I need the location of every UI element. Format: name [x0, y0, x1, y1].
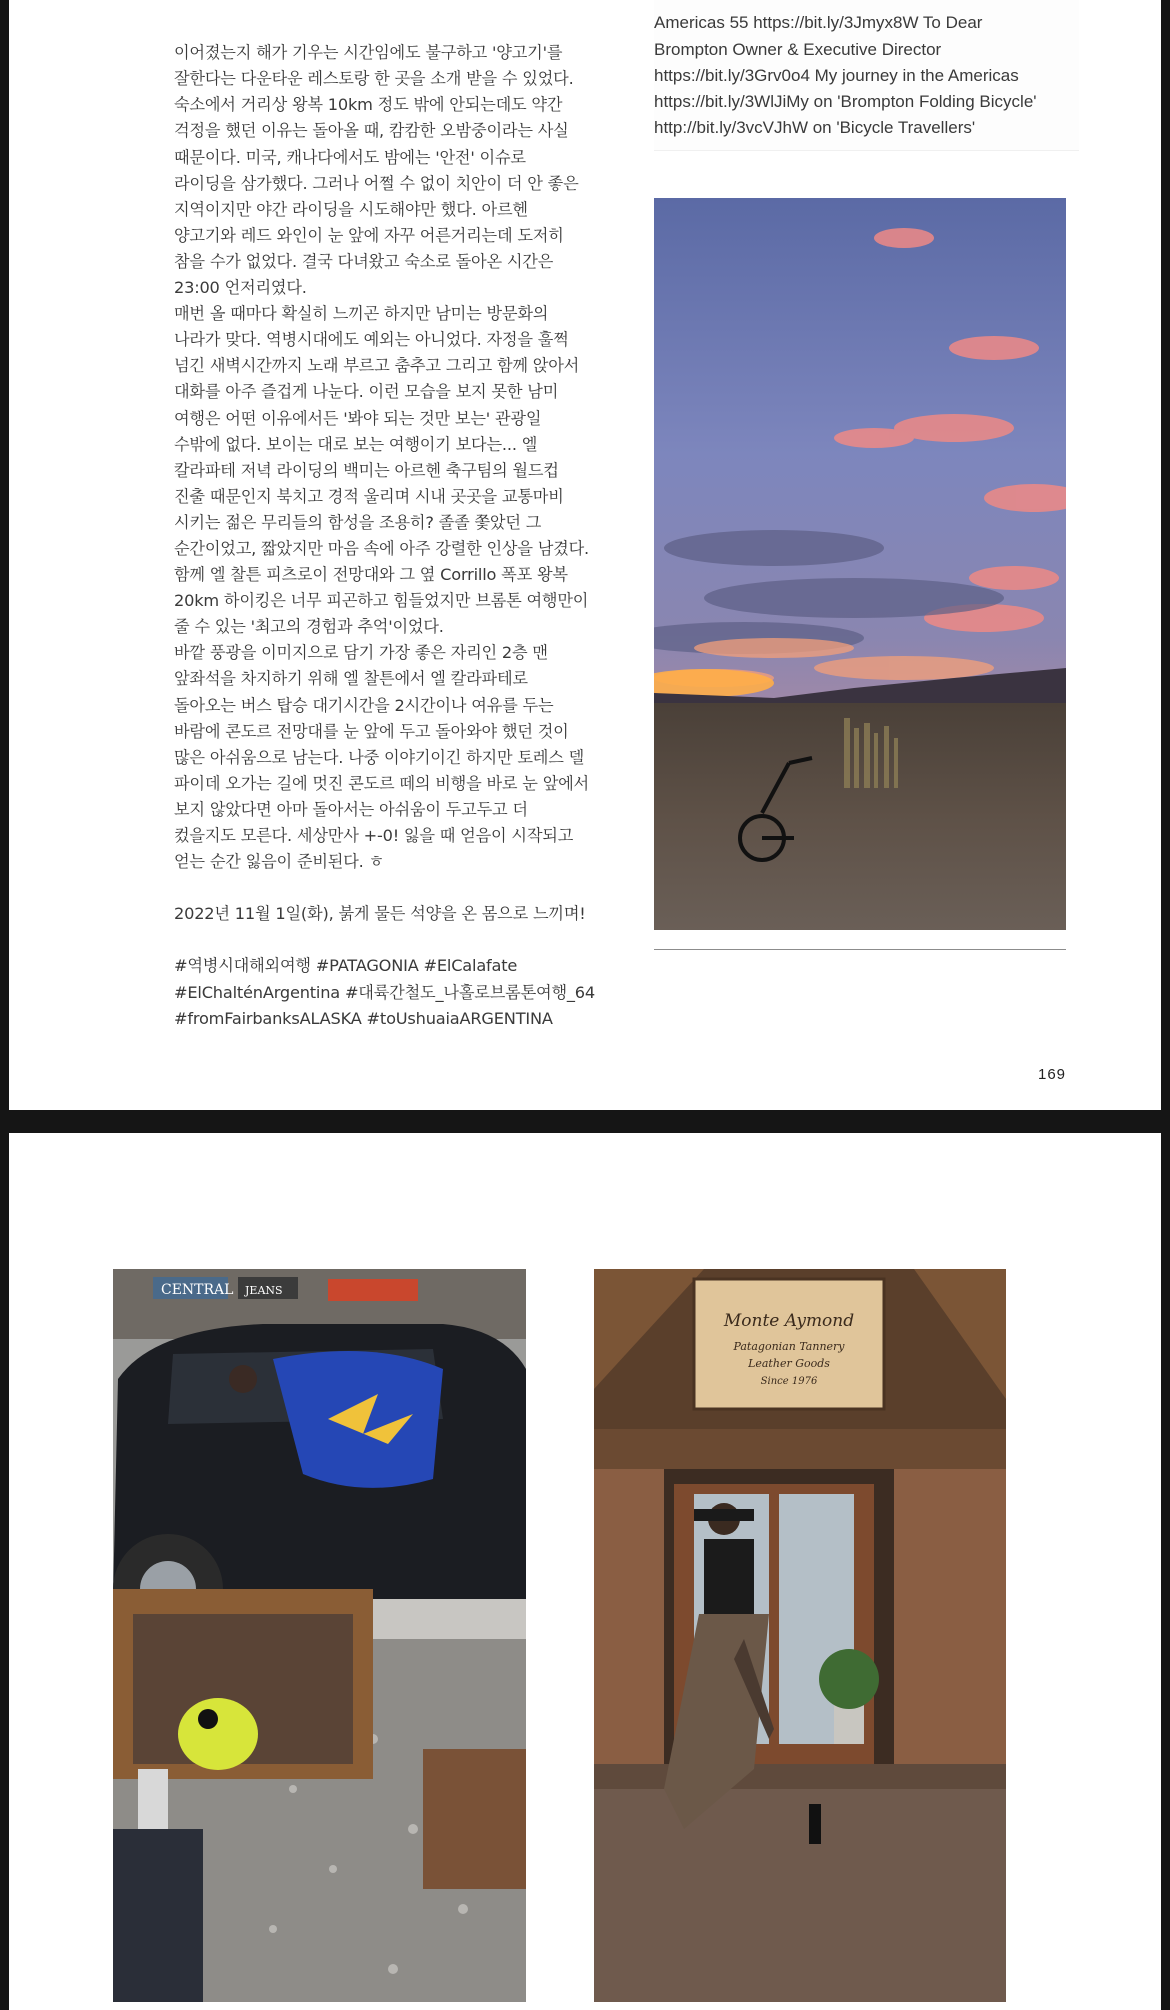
body-text-column — [174, 8, 604, 1032]
date-line: 2022년 11월 1일(화), 붉게 물든 석양을 온 몸으로 느끼며! — [174, 904, 586, 924]
sign-line-4: Since 1976 — [760, 1376, 818, 1387]
storefront-sign-jeans: JEANS — [245, 1284, 283, 1297]
flag-car-photo — [113, 1269, 526, 2002]
flag-car-photo-graphic — [113, 1269, 526, 2002]
hashtags: #역병시대해외여행 #PATAGONIA #ElCalafate #ElChalténArgentina #대륙간철도_나홀로브롬톤여행_64 #fromFairbanksALASKA #toUshuaiaARGENTINA — [174, 956, 595, 1028]
paragraph-3: 바깥 풍광을 이미지으로 담기 가장 좋은 자리인 2층 맨 앞좌석을 차지하기 위해 엘 찰튼에서 엘 칼라파테로 돌아오는 버스 탑승 대기시간을 2시간이나 여유를 두는 바람에 콘도르 전망대를 눈 앞에 두고 돌아와야 했던 것이 많은 아쉬움으로 남는다. 나중 이야기이긴 하지만 토레스 델 파이데 오가는 길에 멋진 콘도르 떼의 비행을 바로 눈 앞에서 보지 않았다면 아마 돌아서는 아쉬움이 두고두고 더 컸을지도 모른다. 세상만사 +-0! 잃을 때 얻음이 시작되고 얻는 순간 잃음이 준비된다. ㅎ — [174, 643, 589, 872]
paragraph-2: 매번 올 때마다 확실히 느끼곤 하지만 남미는 방문화의 나라가 맞다. 역병시대에도 예외는 아니었다. 자정을 훌쩍 넘긴 새벽시간까지 노래 부르고 춤추고 그리고 함께 앉아서 대화를 아주 즐겁게 나눈다. 이런 모습을 보지 못한 남미 여행은 어떤 이유에서든 '봐야 되는 것만 보는' 관광일 수밖에 없다. 보이는 대로 보는 여행이기 보다는... 엘 칼라파테 저녁 라이딩의 백미는 아르헨 축구팀의 월드컵 진출 때문인지 북치고 경적 울리며 시내 곳곳을 교통마비 시키는 젊은 무리들의 함성을 조용히? 졸졸 쫓았던 그 순간이었고, 짧았지만 마음 속에 아주 강렬한 인상을 남겼다. 함께 엘 찰튼 피츠로이 전망대와 그 옆 Corrillo 폭포 왕복 20km 하이킹은 너무 피곤하고 힘들었지만 브롬톤 여행만이 줄 수 있는 '최고의 경험과 추억'이었다. — [174, 304, 589, 637]
sign-line-1: Monte Aymond — [723, 1311, 855, 1331]
links-content: Americas 55 https://bit.ly/3Jmyx8W To Dear Brompton Owner & Executive Director https://bit.ly/3Grv0o4 My journey in the Americas https://bit.ly/3WlJiMy on 'Brompton Folding Bicycle' http://bit.ly/3vcVJhW on 'Bicycle Travellers' — [654, 13, 1037, 138]
links-text — [654, 0, 1079, 142]
leather-store-dancer-photo — [594, 1269, 1006, 2002]
storefront-sign-central: CENTRAL — [161, 1282, 234, 1298]
book-page-169 — [9, 0, 1161, 1110]
sign-line-2: Patagonian Tannery — [733, 1340, 845, 1353]
book-page-170 — [9, 1133, 1161, 2010]
leather-store-photo-graphic — [594, 1269, 1006, 2002]
links-box — [654, 0, 1079, 151]
paragraph-1: 이어졌는지 해가 기우는 시간임에도 불구하고 '양고기'를 잘한다는 다운타운 레스토랑 한 곳을 소개 받을 수 있었다. 숙소에서 거리상 왕복 10km 정도 밖에 안되는데도 약간 걱정을 했던 이유는 돌아올 때, 캄캄한 오밤중이라는 사실 때문이다. 미국, 캐나다에서도 밤에는 '안전' 이슈로 라이딩을 삼가했다. 그러나 어쩔 수 없이 치안이 더 안 좋은 지역이지만 야간 라이딩을 시도해야만 했다. 아르헨 양고기와 레드 와인이 눈 앞에 자꾸 어른거리는데 도저히 참을 수가 없었다. 결국 다녀왔고 숙소로 돌아온 시간은 23:00 언저리였다. — [174, 43, 579, 298]
sunset-photo-graphic — [654, 198, 1066, 930]
page-number: 169 — [1038, 1066, 1067, 1083]
sunset-brompton-photo — [654, 198, 1066, 930]
section-divider — [654, 949, 1066, 950]
clipped-top-line — [174, 14, 604, 40]
sign-line-3: Leather Goods — [748, 1357, 830, 1370]
